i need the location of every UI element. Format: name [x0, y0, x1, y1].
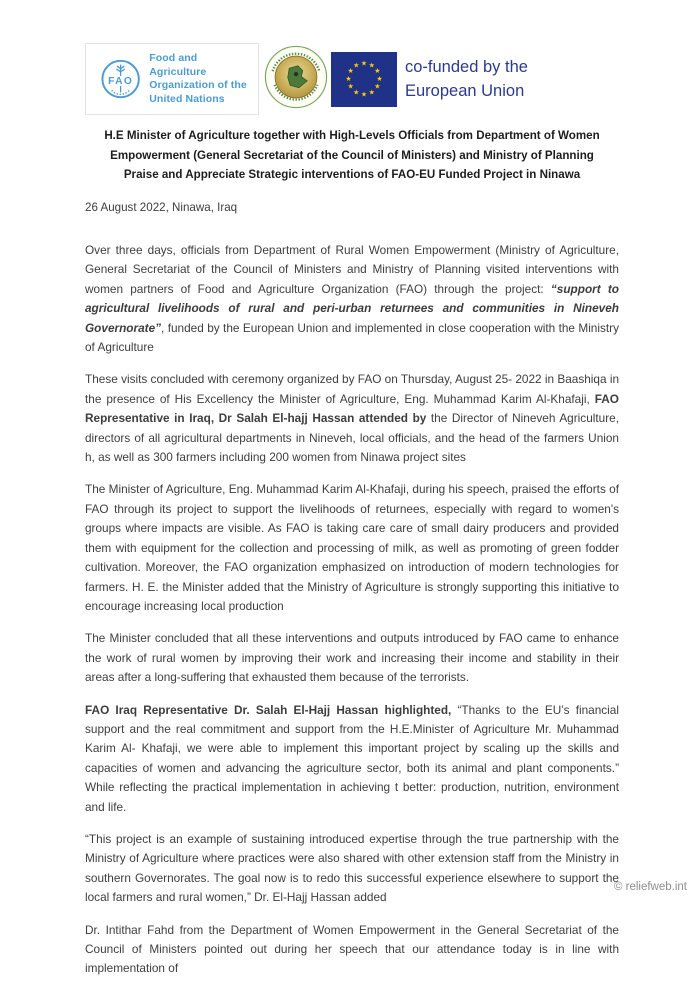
article-body — [85, 241, 619, 992]
paragraph: FAO Iraq Representative Dr. Salah El-Hajj Hassan highlighted, “Thanks to the EU’s financial support and the real commitment and support from the H.E.Minister of Agriculture Mr. Muhammad Karim Al- Khafaji, we were able to implement this important project by scaling up the skills and capacities of women and advancing the agriculture sector, both its animal and plant components.” While reflecting the practical implementation in achieving t better: production, nutrition, environment and life. — [85, 702, 619, 814]
svg-text:★: ★ — [368, 87, 375, 96]
svg-text:★: ★ — [353, 61, 360, 69]
svg-text:★: ★ — [360, 89, 368, 98]
eu-cofunded-line: European Union — [405, 82, 525, 100]
svg-text:★: ★ — [353, 87, 360, 96]
svg-text:★: ★ — [374, 66, 381, 75]
svg-text:★: ★ — [345, 74, 352, 83]
logo-strip — [85, 40, 619, 118]
paragraph: The Minister of Agriculture, Eng. Muhammad Karim Al-Khafaji, during his speech, praised the efforts of FAO through its project to support the livelihoods of returnees, especially with regard to women's groups where impacts are visible. As FAO is taking care care of small dairy producers and provided them with equipment for the collection and processing of milk, as well as promoting of green fodder cultivation. Moreover, the FAO organization emphasized on introduction of modern technologies for farmers. H. E. the Minister added that the Ministry of Agriculture is strongly supporting this initiative to encourage increasing local production — [85, 482, 619, 613]
svg-text:FAO: FAO — [108, 75, 134, 87]
eu-cofunded-label — [405, 55, 528, 103]
fao-org-name-line: Organization of the — [149, 79, 247, 91]
reliefweb-watermark: © reliefweb.int — [613, 881, 687, 893]
paragraph: The Minister concluded that all these interventions and outputs introduced by FAO came to enhance the work of rural women by improving their work and increasing their income and stability in their areas after a long-suffering that exhausted them because of the terrorists. — [85, 631, 619, 685]
fao-org-name-line: Food and Agriculture — [149, 52, 207, 78]
article-title-line: Empowerment (General Secretariat of the Council of Ministers) and Ministry of Planning — [110, 148, 594, 162]
fao-logo-icon — [101, 58, 140, 100]
article-title-line: Praise and Appreciate Strategic interventions of FAO-EU Funded Project in Ninawa — [123, 168, 581, 181]
eu-cofunded-line: co-funded by the — [405, 58, 528, 76]
dateline: 26 August 2022, Ninawa, Iraq — [85, 201, 238, 214]
eu-flag-icon — [331, 52, 397, 107]
paragraph: Over three days, officials from Department of Rural Women Empowerment (Ministry of Agriculture, General Secretariat of the Council of Ministers and Ministry of Planning visited interventions with women partners of Food and Agriculture Organization (FAO) through the project: “support to agricultural livelihoods of rural and peri-urban returnees and communities in Nineveh Governorate”, funded by the European Union and implemented in close cooperation with the Ministry of Agriculture — [85, 243, 619, 355]
iraq-ministry-emblem — [263, 44, 329, 115]
svg-text:★: ★ — [360, 58, 368, 67]
svg-text:★: ★ — [347, 66, 354, 75]
svg-text:★: ★ — [368, 61, 375, 69]
paragraph: Dr. Intithar Fahd from the Department of Women Empowerment in the General Secretariat of the Council of Ministers pointed out during her speech that our attendance today is in line with implementation of — [85, 922, 619, 976]
svg-text:★: ★ — [376, 74, 383, 83]
article-title — [85, 126, 619, 185]
svg-text:★: ★ — [347, 82, 354, 91]
iraq-ministry-emblem-icon — [263, 44, 329, 110]
paragraph: “This project is an example of sustaining introduced expertise through the true partnership with the Ministry of Agriculture where practices were also shared with other extension staff from the Ministry in southern Governorates. The goal now is to redo this successful experience elsewhere to support the local farmers and rural women,” Dr. El-Hajj Hassan added — [85, 831, 619, 905]
fao-org-name-line: United Nations — [149, 92, 225, 105]
svg-text:★: ★ — [374, 82, 381, 91]
article-title-line: H.E Minister of Agriculture together with High-Levels Officials from Department of Women — [104, 129, 600, 142]
fao-org-name — [149, 52, 250, 106]
eu-cofunded-block — [331, 52, 528, 107]
paragraph: These visits concluded with ceremony organized by FAO on Thursday, August 25- 2022 in Baashiqa in the presence of His Excellency the Minister of Agriculture, Eng. Muhammad Karim Al-Khafaji, FAO Representative in Iraq, Dr Salah El-hajj Hassan attended by the Director of Nineveh Agriculture, directors of all agricultural departments in Nineveh, local officials, and the head of the farmers Union h, as well as 300 farmers including 200 women from Ninawa project sites — [85, 372, 620, 465]
fao-logo-block — [85, 43, 259, 115]
